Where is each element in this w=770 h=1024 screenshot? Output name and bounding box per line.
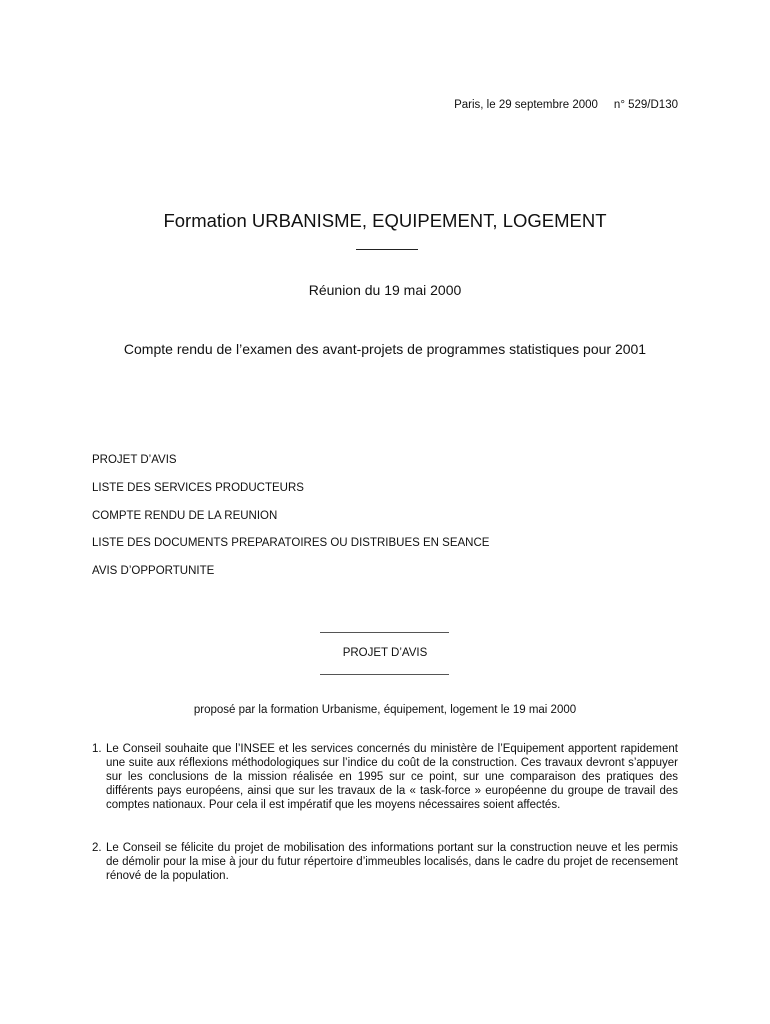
paragraph-number: 1. bbox=[92, 743, 102, 755]
document-header bbox=[454, 99, 678, 111]
numbered-paragraph bbox=[92, 841, 678, 883]
contents-list bbox=[92, 453, 489, 592]
paragraph-number: 2. bbox=[92, 842, 102, 854]
meeting-date: Réunion du 19 mai 2000 bbox=[308, 282, 462, 298]
contents-item: COMPTE RENDU DE LA REUNION bbox=[92, 509, 278, 522]
place-date: Paris, le 29 septembre 2000 bbox=[454, 99, 598, 111]
contents-item: PROJET D’AVIS bbox=[92, 454, 177, 466]
paragraph-text: Le Conseil se félicite du projet de mobilisation des informations portant sur la construction neuve et les permis de démolir pour la mise à jour du futur répertoire d’immeubles localisés, dans le cadre du projet de recensement rénové de la population. bbox=[106, 842, 678, 882]
section-proposal: proposé par la formation Urbanisme, équipement, logement le 19 mai 2000 bbox=[193, 704, 577, 716]
document-title: Formation URBANISME, EQUIPEMENT, LOGEMENT bbox=[163, 210, 607, 231]
paragraph-text: Le Conseil souhaite que l’INSEE et les services concernés du ministère de l’Equipement apportent rapidement une suite aux réflexions méthodologiques sur l’indice du coût de la construction. Ces travaux devront s’appuyer sur les conclusions de la mission réalisée en 1995 sur ce point, sur une comparaison des pratiques des différents pays européens, ainsi que sur les travaux de la « task-force » européenne du groupe de travail des comptes nationaux. Pour cela il est impératif que les moyens nécessaires soient affectés. bbox=[106, 743, 678, 811]
document-reference: n° 529/D130 bbox=[613, 99, 678, 111]
document-subject: Compte rendu de l’examen des avant-projets de programmes statistiques pour 2001 bbox=[123, 341, 647, 357]
contents-item: AVIS D’OPPORTUNITE bbox=[92, 565, 215, 578]
contents-item: LISTE DES DOCUMENTS PREPARATOIRES OU DISTRIBUES EN SEANCE bbox=[92, 537, 490, 550]
section-title: PROJET D’AVIS bbox=[342, 647, 428, 659]
contents-item: LISTE DES SERVICES PRODUCTEURS bbox=[92, 481, 304, 494]
section-rule-bottom bbox=[320, 674, 449, 675]
title-underline bbox=[356, 249, 418, 250]
numbered-paragraph bbox=[92, 742, 678, 812]
section-rule-top bbox=[320, 632, 449, 633]
